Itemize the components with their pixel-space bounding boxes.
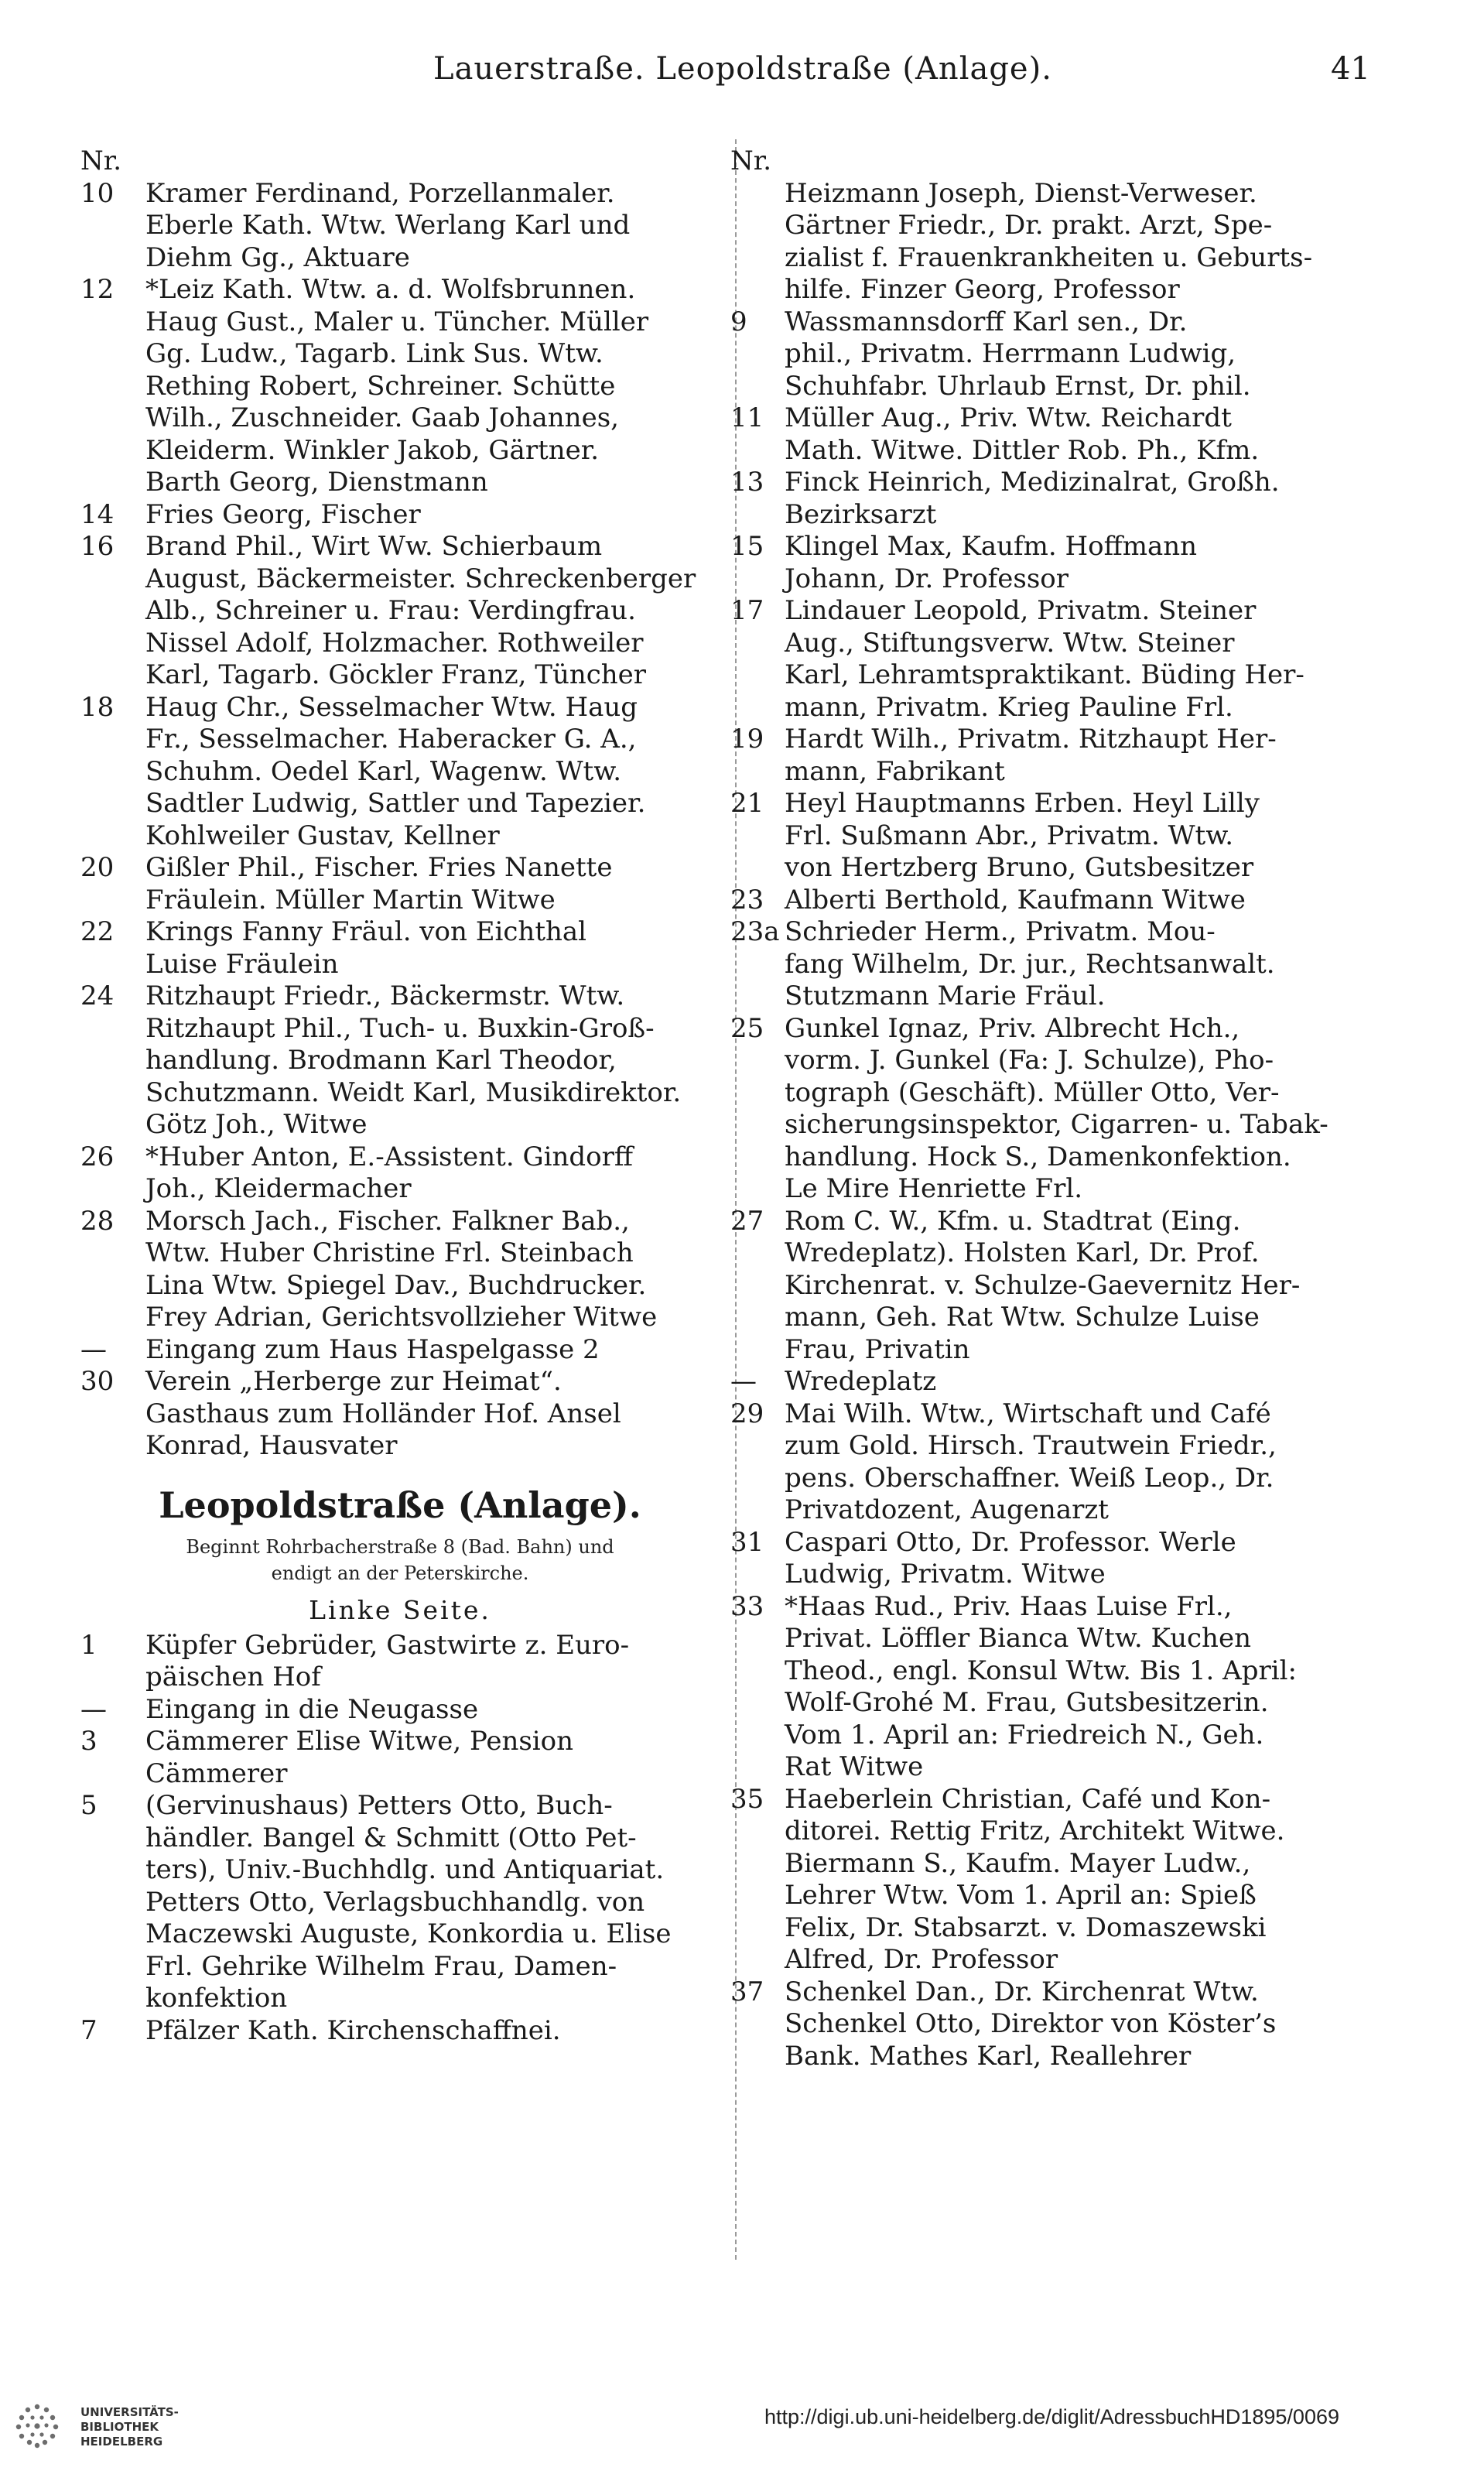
entry-text: Rething Robert, Schreiner. Schütte — [145, 370, 616, 402]
directory-entry-line — [730, 1494, 1373, 1527]
directory-entry-line — [730, 1976, 1373, 2009]
directory-entry-line — [730, 692, 1373, 724]
entry-text: zialist f. Frauenkrankheiten u. Geburts- — [785, 241, 1313, 273]
house-number: 26 — [80, 1141, 115, 1172]
entry-text: vorm. J. Gunkel (Fa: J. Schulze), Pho- — [785, 1045, 1274, 1076]
entry-text: zum Gold. Hirsch. Trautwein Friedr., — [785, 1430, 1277, 1461]
directory-entry-line — [80, 1334, 720, 1367]
entry-text: Karl, Tagarb. Göckler Franz, Tüncher — [145, 659, 647, 690]
directory-entry-line — [730, 1398, 1373, 1431]
house-number: 20 — [80, 852, 115, 883]
entry-text: Fräulein. Müller Martin Witwe — [145, 884, 556, 915]
entry-text: Rat Witwe — [785, 1751, 924, 1782]
entry-text: Kramer Ferdinand, Porzellanmaler. — [145, 177, 615, 209]
directory-entry-line — [80, 1726, 720, 1758]
house-number: 16 — [80, 531, 115, 562]
entry-text: tograph (Geschäft). Müller Otto, Ver- — [785, 1076, 1280, 1108]
entry-text: Johann, Dr. Professor — [785, 563, 1069, 594]
directory-entry-line — [730, 885, 1373, 917]
entry-text: päischen Hof — [145, 1662, 321, 1692]
house-number: 12 — [80, 274, 115, 305]
entry-text: pens. Oberschaffner. Weiß Leop., Dr. — [785, 1462, 1274, 1494]
directory-entry-line — [730, 980, 1373, 1013]
directory-entry-line — [730, 595, 1373, 628]
section-title: Leopoldstraße (Anlage). — [159, 1484, 641, 1526]
directory-entry-line — [80, 2015, 720, 2048]
house-number: 29 — [730, 1398, 764, 1429]
house-number: 28 — [80, 1205, 115, 1237]
entry-text: Haug Chr., Sesselmacher Wtw. Haug — [145, 691, 638, 723]
directory-entry-line — [80, 1045, 720, 1077]
directory-entry-line — [730, 628, 1373, 660]
entry-text: Felix, Dr. Stabsarzt. v. Domaszewski — [785, 1911, 1267, 1943]
entry-text: Diehm Gg., Aktuare — [145, 241, 410, 273]
directory-entry-line — [730, 1559, 1373, 1591]
directory-entry-line — [730, 1463, 1373, 1495]
house-number: — — [80, 1693, 107, 1725]
directory-entry-line — [730, 178, 1373, 210]
entry-text: August, Bäckermeister. Schreckenberger — [145, 563, 696, 594]
section-note-line-2: endigt an der Peterskirche. — [271, 1562, 529, 1584]
entry-text: Biermann S., Kaufm. Mayer Ludw., — [785, 1847, 1251, 1879]
directory-entry-line — [730, 210, 1373, 242]
directory-entry-line — [80, 435, 720, 467]
entry-text: Kirchenrat. v. Schulze-Gaevernitz Her- — [785, 1269, 1301, 1301]
directory-entry-line — [730, 1302, 1373, 1334]
entry-text: handlung. Hock S., Damenkonfektion. — [785, 1141, 1291, 1172]
entry-text: Krings Fanny Fräul. von Eichthal — [145, 916, 587, 947]
directory-entry-line — [80, 756, 720, 789]
house-number: 37 — [730, 1976, 764, 2007]
entry-text: mann, Privatm. Krieg Pauline Frl. — [785, 691, 1233, 723]
entry-text: Götz Joh., Witwe — [145, 1109, 368, 1140]
directory-entry-line — [80, 1790, 720, 1822]
entry-text: Stutzmann Marie Fräul. — [785, 980, 1106, 1011]
entry-text: Math. Witwe. Dittler Rob. Ph., Kfm. — [785, 434, 1260, 466]
entry-text: Sadtler Ludwig, Sattler und Tapezier. — [145, 788, 646, 819]
directory-entry-line — [80, 1918, 720, 1951]
entry-text: phil., Privatm. Herrmann Ludwig, — [785, 338, 1236, 369]
directory-entry-line — [730, 1109, 1373, 1141]
directory-entry-line — [730, 1527, 1373, 1559]
running-title: Lauerstraße. Leopoldstraße (Anlage). — [433, 51, 1052, 87]
house-number: 25 — [730, 1012, 764, 1044]
directory-entry-line — [80, 1822, 720, 1855]
directory-entry-line — [80, 178, 720, 210]
entry-text: Karl, Lehramtspraktikant. Büding Her- — [785, 659, 1304, 690]
entry-text: Schuhfabr. Uhrlaub Ernst, Dr. phil. — [785, 370, 1251, 402]
entry-text: Ludwig, Privatm. Witwe — [785, 1559, 1106, 1590]
entry-text: Brand Phil., Wirt Ww. Schierbaum — [145, 531, 603, 562]
directory-entry-line — [730, 1784, 1373, 1816]
section-entries — [80, 1630, 720, 2048]
entry-text: Wilh., Zuschneider. Gaab Johannes, — [145, 402, 619, 433]
left-column — [80, 145, 720, 2047]
entry-text: Schrieder Herm., Privatm. Mou- — [785, 916, 1216, 947]
directory-entry-line — [730, 1720, 1373, 1752]
directory-entry-line — [730, 1045, 1373, 1077]
directory-entry-line — [80, 595, 720, 628]
entry-text: Morsch Jach., Fischer. Falkner Bab., — [145, 1205, 630, 1237]
entry-text: Alberti Berthold, Kaufmann Witwe — [785, 884, 1246, 915]
directory-entry-line — [80, 1951, 720, 1983]
directory-entry-line — [80, 1237, 720, 1270]
directory-entry-line — [80, 274, 720, 306]
house-number: 13 — [730, 467, 764, 498]
section-side-heading: Linke Seite. — [309, 1594, 491, 1625]
entry-text: Gärtner Friedr., Dr. prakt. Arzt, Spe- — [785, 210, 1273, 241]
house-number: — — [80, 1333, 107, 1365]
entry-text: Frl. Sußmann Abr., Privatm. Wtw. — [785, 820, 1234, 851]
entry-text: Maczewski Auguste, Konkordia u. Elise — [145, 1918, 672, 1949]
page-number: 41 — [1331, 51, 1370, 87]
entry-text: Fr., Sesselmacher. Haberacker G. A., — [145, 724, 637, 755]
entry-text: (Gervinushaus) Petters Otto, Buch- — [145, 1790, 613, 1821]
entry-text: Mai Wilh. Wtw., Wirtschaft und Café — [785, 1398, 1271, 1429]
directory-entry-line — [730, 242, 1373, 275]
directory-entry-line — [80, 1206, 720, 1238]
entry-text: händler. Bangel & Schmitt (Otto Pet- — [145, 1822, 637, 1853]
directory-entry-line — [730, 1270, 1373, 1302]
entry-text: Schuhm. Oedel Karl, Wagenw. Wtw. — [145, 755, 622, 787]
directory-entry-line — [730, 145, 1373, 178]
directory-entry-line — [80, 1758, 720, 1791]
entry-text: Küpfer Gebrüder, Gastwirte z. Euro- — [145, 1629, 630, 1661]
directory-entry-line — [730, 916, 1373, 949]
house-number: 24 — [80, 980, 115, 1011]
house-number: 9 — [730, 306, 747, 337]
directory-entry-line — [730, 1848, 1373, 1881]
house-number: Nr. — [80, 145, 122, 176]
entry-text: *Huber Anton, E.-Assistent. Gindorff — [145, 1141, 634, 1172]
entry-text: Schutzmann. Weidt Karl, Musikdirektor. — [145, 1076, 682, 1108]
left-column-entries — [80, 145, 720, 1463]
entry-text: Haeberlein Christian, Café und Kon- — [785, 1783, 1271, 1815]
entry-text: Bank. Mathes Karl, Reallehrer — [785, 2040, 1192, 2072]
entry-text: Wassmannsdorff Karl sen., Dr. — [785, 306, 1188, 337]
entry-text: Schenkel Dan., Dr. Kirchenrat Wtw. — [785, 1976, 1259, 2007]
entry-text: Konrad, Hausvater — [145, 1430, 398, 1461]
directory-entry-line — [80, 402, 720, 435]
entry-text: Petters Otto, Verlagsbuchhandlg. von — [145, 1886, 645, 1918]
section-note-line-1: Beginnt Rohrbacherstraße 8 (Bad. Bahn) und — [186, 1535, 614, 1558]
entry-text: von Hertzberg Bruno, Gutsbesitzer — [785, 852, 1254, 883]
entry-text: mann, Fabrikant — [785, 755, 1005, 787]
directory-entry-line — [730, 338, 1373, 371]
directory-entry-line — [730, 1077, 1373, 1110]
directory-entry-line — [730, 659, 1373, 692]
directory-entry-line — [80, 1366, 720, 1398]
entry-text: Rom C. W., Kfm. u. Stadtrat (Eing. — [785, 1205, 1241, 1237]
directory-entry-line — [80, 1077, 720, 1110]
house-number: 7 — [80, 2014, 97, 2046]
university-library-logo — [14, 2402, 60, 2449]
entry-text: Frl. Gehrike Wilhelm Frau, Damen- — [145, 1950, 617, 1982]
directory-entry-line — [730, 1206, 1373, 1238]
directory-entry-line — [730, 2008, 1373, 2041]
directory-entry-line — [730, 1880, 1373, 1912]
entry-text: Joh., Kleidermacher — [145, 1173, 412, 1204]
entry-text: Eberle Kath. Wtw. Werlang Karl und — [145, 210, 631, 241]
house-number: 19 — [730, 724, 764, 755]
directory-entry-line — [80, 563, 720, 596]
directory-entry-line — [730, 531, 1373, 563]
house-number: 5 — [80, 1790, 97, 1821]
directory-entry-line — [80, 467, 720, 499]
directory-entry-line — [730, 1237, 1373, 1270]
entry-text: konfektion — [145, 1983, 288, 2014]
entry-text: Privat. Löffler Bianca Wtw. Kuchen — [785, 1623, 1251, 1654]
entry-text: Heyl Hauptmanns Erben. Heyl Lilly — [785, 788, 1260, 819]
right-column — [730, 145, 1373, 2072]
directory-entry-line — [80, 692, 720, 724]
entry-text: Pfälzer Kath. Kirchenschaffnei. — [145, 2014, 561, 2046]
directory-entry-line — [80, 1983, 720, 2015]
entry-text: Verein „Herberge zur Heimat“. — [145, 1366, 562, 1397]
directory-entry-line — [80, 1630, 720, 1662]
directory-entry-line — [730, 1366, 1373, 1398]
house-number: 10 — [80, 177, 115, 209]
entry-text: hilfe. Finzer Georg, Professor — [785, 274, 1180, 305]
directory-entry-line — [730, 499, 1373, 532]
directory-entry-line — [730, 1430, 1373, 1463]
entry-text: Schenkel Otto, Direktor von Köster’s — [785, 2008, 1277, 2039]
entry-text: ters), Univ.-Buchhdlg. und Antiquariat. — [145, 1854, 665, 1885]
directory-entry-line — [80, 1013, 720, 1046]
house-number: — — [730, 1366, 757, 1397]
directory-entry-line — [80, 306, 720, 339]
directory-entry-line — [80, 628, 720, 660]
directory-entry-line — [80, 1109, 720, 1141]
entry-text: Ritzhaupt Phil., Tuch- u. Buxkin-Groß- — [145, 1012, 655, 1044]
entry-text: sicherungsinspektor, Cigarren- u. Tabak- — [785, 1109, 1328, 1140]
entry-text: Nissel Adolf, Holzmacher. Rothweiler — [145, 627, 644, 659]
directory-entry-line — [730, 306, 1373, 339]
entry-text: Gasthaus zum Holländer Hof. Ansel — [145, 1398, 621, 1429]
library-name-line-1: UNIVERSITÄTS- — [80, 2405, 179, 2419]
house-number: 21 — [730, 788, 764, 819]
directory-entry-line — [730, 402, 1373, 435]
directory-entry-line — [730, 1334, 1373, 1367]
directory-entry-line — [80, 1662, 720, 1694]
entry-text: mann, Geh. Rat Wtw. Schulze Luise — [785, 1302, 1260, 1333]
directory-entry-line — [80, 949, 720, 981]
directory-entry-line — [80, 242, 720, 275]
entry-text: Müller Aug., Priv. Wtw. Reichardt — [785, 402, 1232, 433]
directory-entry-line — [80, 1854, 720, 1887]
entry-text: ditorei. Rettig Fritz, Architekt Witwe. — [785, 1816, 1285, 1846]
directory-entry-line — [730, 371, 1373, 403]
entry-text: Haug Gust., Maler u. Tüncher. Müller — [145, 306, 649, 337]
directory-entry-line — [80, 371, 720, 403]
entry-text: Cämmerer — [145, 1757, 288, 1789]
library-name — [80, 2405, 179, 2449]
entry-text: Gunkel Ignaz, Priv. Albrecht Hch., — [785, 1012, 1240, 1044]
directory-entry-line — [730, 724, 1373, 756]
directory-entry-line — [80, 724, 720, 756]
entry-text: Finck Heinrich, Medizinalrat, Großh. — [785, 467, 1280, 498]
directory-entry-line — [730, 563, 1373, 596]
entry-text: Wredeplatz). Holsten Karl, Dr. Prof. — [785, 1237, 1260, 1268]
directory-entry-line — [80, 916, 720, 949]
directory-entry-line — [80, 852, 720, 885]
entry-text: Gißler Phil., Fischer. Fries Nanette — [145, 852, 613, 883]
entry-text: Wtw. Huber Christine Frl. Steinbach — [145, 1237, 634, 1268]
right-column-entries — [730, 145, 1373, 2072]
directory-entry-line — [730, 852, 1373, 885]
directory-entry-line — [80, 788, 720, 820]
entry-text: Fries Georg, Fischer — [145, 498, 421, 530]
entry-text: Eingang in die Neugasse — [145, 1693, 479, 1725]
entry-text: Wolf-Grohé M. Frau, Gutsbesitzerin. — [785, 1687, 1269, 1718]
entry-text: Heizmann Joseph, Dienst-Verweser. — [785, 177, 1257, 209]
directory-entry-line — [730, 1912, 1373, 1945]
house-number: Nr. — [730, 145, 772, 176]
house-number: 27 — [730, 1205, 764, 1237]
directory-entry-line — [730, 467, 1373, 499]
house-number: 15 — [730, 531, 764, 562]
directory-entry-line — [80, 531, 720, 563]
house-number: 1 — [80, 1629, 97, 1661]
directory-entry-line — [80, 659, 720, 692]
house-number: 3 — [80, 1726, 97, 1757]
house-number: 31 — [730, 1526, 764, 1558]
house-number: 23a — [730, 916, 780, 947]
entry-text: Hardt Wilh., Privatm. Ritzhaupt Her- — [785, 724, 1277, 755]
entry-text: Lina Wtw. Spiegel Dav., Buchdrucker. — [145, 1269, 647, 1301]
directory-entry-line — [730, 1655, 1373, 1688]
house-number: 30 — [80, 1366, 115, 1397]
directory-entry-line — [80, 145, 720, 178]
source-url[interactable]: http://digi.ub.uni-heidelberg.de/diglit/AdressbuchHD1895/0069 — [764, 2405, 1340, 2428]
directory-entry-line — [730, 1623, 1373, 1655]
entry-text: handlung. Brodmann Karl Theodor, — [145, 1045, 617, 1076]
entry-text: Frau, Privatin — [785, 1333, 970, 1365]
directory-entry-line — [80, 210, 720, 242]
entry-text: Gg. Ludw., Tagarb. Link Sus. Wtw. — [145, 338, 604, 369]
entry-text: Theod., engl. Konsul Wtw. Bis 1. April: — [785, 1655, 1297, 1686]
directory-entry-line — [730, 756, 1373, 789]
directory-entry-line — [80, 1398, 720, 1431]
entry-text: Ritzhaupt Friedr., Bäckermstr. Wtw. — [145, 980, 625, 1011]
entry-text: Aug., Stiftungsverw. Wtw. Steiner — [785, 627, 1235, 659]
entry-text: Frey Adrian, Gerichtsvollzieher Witwe — [145, 1302, 658, 1333]
directory-entry-line — [730, 1751, 1373, 1784]
house-number: 18 — [80, 691, 115, 723]
directory-entry-line — [730, 1141, 1373, 1174]
entry-text: Luise Fräulein — [145, 948, 339, 980]
entry-text: Alb., Schreiner u. Frau: Verdingfrau. — [145, 595, 636, 626]
directory-entry-line — [730, 1591, 1373, 1624]
entry-text: Privatdozent, Augenarzt — [785, 1494, 1109, 1525]
entry-text: Caspari Otto, Dr. Professor. Werle — [785, 1526, 1236, 1558]
directory-entry-line — [80, 1302, 720, 1334]
house-number: 11 — [730, 402, 764, 433]
entry-text: fang Wilhelm, Dr. jur., Rechtsanwalt. — [785, 948, 1275, 980]
entry-text: Kleiderm. Winkler Jakob, Gärtner. — [145, 434, 600, 466]
directory-entry-line — [730, 2041, 1373, 2073]
directory-entry-line — [80, 980, 720, 1013]
directory-entry-line — [730, 1687, 1373, 1720]
directory-entry-line — [80, 1430, 720, 1463]
directory-entry-line — [80, 885, 720, 917]
entry-text: Alfred, Dr. Professor — [785, 1944, 1058, 1975]
directory-entry-line — [80, 338, 720, 371]
directory-entry-line — [730, 1944, 1373, 1976]
entry-text: Lindauer Leopold, Privatm. Steiner — [785, 595, 1257, 626]
directory-entry-line — [80, 820, 720, 853]
house-number: 33 — [730, 1590, 764, 1622]
directory-entry-line — [80, 1173, 720, 1206]
entry-text: Eingang zum Haus Haspelgasse 2 — [145, 1333, 600, 1365]
house-number: 14 — [80, 498, 115, 530]
entry-text: Vom 1. April an: Friedreich N., Geh. — [785, 1719, 1264, 1750]
entry-text: Lehrer Wtw. Vom 1. April an: Spieß — [785, 1880, 1257, 1911]
directory-entry-line — [80, 499, 720, 532]
entry-text: Cämmerer Elise Witwe, Pension — [145, 1726, 574, 1757]
house-number: 23 — [730, 884, 764, 915]
entry-text: Le Mire Henriette Frl. — [785, 1173, 1083, 1204]
directory-entry-line — [730, 820, 1373, 853]
house-number: 22 — [80, 916, 115, 947]
entry-text: *Haas Rud., Priv. Haas Luise Frl., — [785, 1590, 1233, 1622]
directory-entry-line — [730, 435, 1373, 467]
entry-text: Klingel Max, Kaufm. Hoffmann — [785, 531, 1198, 562]
directory-entry-line — [80, 1887, 720, 1919]
directory-entry-line — [80, 1270, 720, 1302]
entry-text: Wredeplatz — [785, 1366, 937, 1397]
directory-entry-line — [730, 1013, 1373, 1046]
house-number: 17 — [730, 595, 764, 626]
library-name-line-3: HEIDELBERG — [80, 2435, 163, 2449]
entry-text: *Leiz Kath. Wtw. a. d. Wolfsbrunnen. — [145, 274, 636, 305]
directory-entry-line — [730, 788, 1373, 820]
directory-entry-line — [730, 274, 1373, 306]
directory-entry-line — [730, 949, 1373, 981]
directory-entry-line — [80, 1141, 720, 1174]
directory-entry-line — [730, 1173, 1373, 1206]
library-name-line-2: BIBLIOTHEK — [80, 2420, 159, 2434]
directory-entry-line — [730, 1816, 1373, 1848]
house-number: 35 — [730, 1783, 764, 1815]
entry-text: Kohlweiler Gustav, Kellner — [145, 820, 500, 851]
entry-text: Bezirksarzt — [785, 498, 937, 530]
entry-text: Barth Georg, Dienstmann — [145, 467, 488, 498]
directory-entry-line — [80, 1694, 720, 1727]
